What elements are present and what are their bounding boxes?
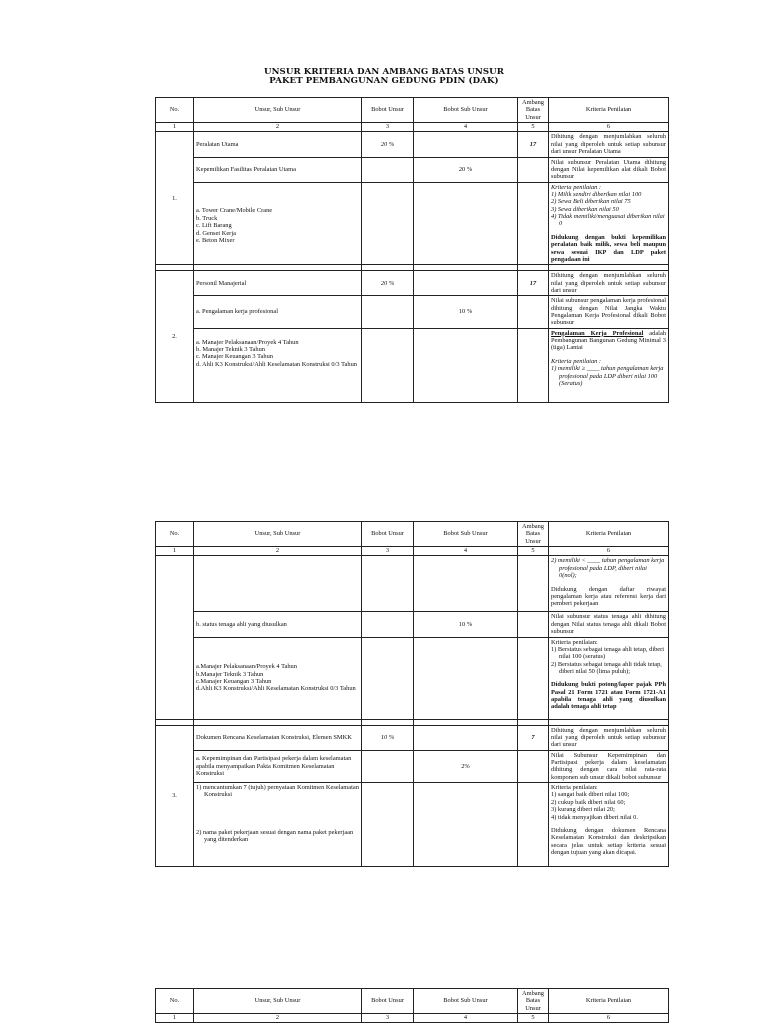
table-row — [156, 182, 669, 265]
kriteria-lead: Pengalaman Kerja Profesional — [551, 329, 644, 337]
unsur-cell: Personil Manajerial — [194, 271, 362, 296]
list-item: d. Ahli K3 Konstruksi/Ahli Keselamatan Konstruksi 0/3 Tahun — [196, 360, 357, 368]
list-item: 2) Berstatus sebagai tenaga ahli tidak tetap, diberi nilai 50 (lima puluh); — [551, 660, 662, 675]
bobot-unsur-cell: 10 % — [362, 725, 414, 750]
list-item: 1) memiliki ≥ ____ tahun pengalaman kerja profesional pada LDP diberi nilai 100 (Seratus) — [551, 365, 664, 387]
header-ambang-batas: Ambang Batas Unsur — [518, 522, 549, 547]
list-item: 2) memiliki < ____ tahun pengalaman kerja profesional pada LDP, diberi nilai 0(nol); — [551, 557, 665, 580]
personnel-list — [194, 328, 362, 402]
header-ambang-batas: Ambang Batas Unsur — [518, 989, 549, 1014]
header-kriteria: Kriteria Penilaian — [549, 989, 669, 1014]
list-item: c. Lift Barang — [196, 222, 232, 230]
ambang-cell — [518, 296, 549, 328]
list-item: c. Manajer Keuangan 3 Tahun — [196, 353, 273, 361]
column-number-row — [156, 123, 669, 132]
list-item: b.Manajer Teknik 3 Tahun — [196, 670, 264, 678]
header-unsur: Unsur, Sub Unsur — [194, 98, 362, 123]
header-bobot-unsur: Bobot Unsur — [362, 989, 414, 1014]
kriteria-rest: adalah Pembangunan Bangunan Gedung Minimal 3 (tiga) Lantai — [551, 329, 666, 352]
list-item: e. Beton Mixer — [196, 236, 235, 244]
ambang-cell — [518, 750, 549, 782]
kriteria-cell: Dihitung dengan menjumlahkan seluruh nilai yang diperoleh untuk setiap subunsur dari unsur Peralatan Utama — [549, 132, 669, 157]
kriteria-cell — [549, 328, 669, 402]
bobot-unsur-cell — [362, 182, 414, 265]
kriteria-cell — [549, 556, 669, 612]
colnum-1: 1 — [156, 547, 194, 556]
unsur-cell: Peralatan Utama — [194, 132, 362, 157]
personnel-list — [194, 637, 362, 719]
colnum-5: 5 — [518, 1014, 549, 1023]
document-title-line1: UNSUR KRITERIA DAN AMBANG BATAS UNSUR — [264, 67, 504, 77]
list-item: 2) Sewa Beli diberikan nilai 75 — [551, 198, 631, 206]
kriteria-cell: Nilai subunsur status tenaga ahli dihitung dengan Nilai status tenaga ahli dikali Bobot subunsur — [549, 612, 669, 637]
kriteria-heading: Kriteria penilaian : — [551, 357, 602, 365]
list-item: 2) nama paket pekerjaan sesuai dengan nama paket pekerjaan yang ditenderkan — [196, 828, 354, 844]
table-header-row — [156, 522, 669, 547]
table-row — [156, 637, 669, 719]
bobot-sub-cell — [414, 556, 518, 612]
bobot-sub-cell — [414, 132, 518, 157]
header-bobot-sub-unsur: Bobot Sub Unsur — [414, 522, 518, 547]
ambang-cell — [518, 328, 549, 402]
column-number-row — [156, 547, 669, 556]
colnum-4: 4 — [414, 1014, 518, 1023]
list-item: a. Tower Crane/Mobile Crane — [196, 207, 273, 215]
equipment-list — [194, 182, 362, 265]
ambang-cell — [518, 612, 549, 637]
colnum-1: 1 — [156, 123, 194, 132]
table-header-row — [156, 98, 669, 123]
ambang-cell — [518, 556, 549, 612]
kriteria-cell — [549, 637, 669, 719]
colnum-3: 3 — [362, 547, 414, 556]
table-row — [156, 612, 669, 637]
list-item: 1) sangat baik diberi nilai 100; — [551, 791, 630, 799]
table-row — [156, 783, 669, 867]
smkk-items — [194, 783, 362, 867]
ambang-cell: 17 — [518, 132, 549, 157]
ambang-cell: 17 — [518, 271, 549, 296]
criteria-table-page2 — [155, 521, 669, 867]
colnum-2: 2 — [194, 123, 362, 132]
colnum-5: 5 — [518, 547, 549, 556]
row-number: 1. — [156, 132, 194, 265]
header-bobot-unsur: Bobot Unsur — [362, 522, 414, 547]
bobot-sub-cell — [414, 328, 518, 402]
unsur-cell: b. status tenaga ahli yang diusulkan — [194, 612, 362, 637]
kriteria-cell — [549, 182, 669, 265]
row-number — [156, 556, 194, 719]
bobot-sub-cell: 2% — [414, 750, 518, 782]
unsur-cell: a. Pengalaman kerja profesional — [194, 296, 362, 328]
bobot-sub-cell: 20 % — [414, 157, 518, 182]
colnum-6: 6 — [549, 1014, 669, 1023]
bobot-sub-cell — [414, 271, 518, 296]
list-item: 1) mencantumkan 7 (tujuh) pernyataan Komitmen Keselamatan Konstruksi — [196, 784, 359, 799]
colnum-6: 6 — [549, 547, 669, 556]
header-unsur: Unsur, Sub Unsur — [194, 989, 362, 1014]
colnum-3: 3 — [362, 1014, 414, 1023]
bobot-sub-cell — [414, 637, 518, 719]
kriteria-heading: Kriteria penilaian: — [551, 784, 598, 792]
bobot-sub-cell — [414, 182, 518, 265]
unsur-cell — [194, 556, 362, 612]
list-item: a.Manajer Pelaksanaan/Proyek 4 Tahun — [196, 663, 297, 671]
list-item: 3) Sewa diberikan nilai 50 — [551, 205, 619, 213]
list-item: d. Genset Kerja — [196, 229, 236, 237]
table-row — [156, 725, 669, 750]
colnum-2: 2 — [194, 1014, 362, 1023]
list-item: b. Manajer Teknik 3 Tahun — [196, 346, 265, 354]
list-item: 3) kurang diberi nilai 20; — [551, 806, 615, 814]
colnum-3: 3 — [362, 123, 414, 132]
kriteria-note: Didukung bukti potong/lapor pajak PPh Pasal 21 Form 1721 atau Form 1721-A1 apabila tenaga ahli yang diusulkan adalah tenaga ahli tetap — [551, 681, 666, 711]
kriteria-heading: Kriteria penilaian: — [551, 638, 598, 646]
criteria-table-page3 — [155, 988, 669, 1023]
bobot-unsur-cell — [362, 783, 414, 867]
header-unsur: Unsur, Sub Unsur — [194, 522, 362, 547]
list-item: c.Manajer Keuangan 3 Tahun — [196, 678, 272, 686]
kriteria-note: Didukung dengan dokumen Rencana Keselamatan Konstruksi dan deskripsikan secara jelas untuk setiap kriteria sesuai dengan tujuan yang akan dicapai. — [551, 826, 666, 856]
table-header-row — [156, 989, 669, 1014]
ambang-cell — [518, 182, 549, 265]
row-number: 2. — [156, 271, 194, 403]
column-number-row — [156, 1014, 669, 1023]
bobot-sub-cell — [414, 783, 518, 867]
unsur-cell: a. Kepemimpinan dan Partisipasi pekerja dalam keselamatan apabila menyampaikan Pakta Komitmen Keselamatan Konstruksi — [194, 750, 362, 782]
kriteria-cell: Nilai Subunsur Kepemimpinan dan Partisipasi pekerja dalam keselamatan dihitung dengan cara nilai rata-rata komponen sub unsur dikali bobot subunsur — [549, 750, 669, 782]
bobot-unsur-cell — [362, 296, 414, 328]
bobot-unsur-cell — [362, 556, 414, 612]
table-row — [156, 750, 669, 782]
header-no: No. — [156, 989, 194, 1014]
bobot-unsur-cell: 20 % — [362, 271, 414, 296]
ambang-cell: 7 — [518, 725, 549, 750]
list-item: 1) Milik sendiri diberikan nilai 100 — [551, 191, 642, 198]
document-title-line2: PAKET PEMBANGUNAN GEDUNG PDIN (DAK) — [269, 76, 499, 86]
bobot-unsur-cell — [362, 750, 414, 782]
colnum-6: 6 — [549, 123, 669, 132]
list-item: 1) Berstatus sebagai tenaga ahli tetap, diberi nilai 100 (seratus) — [551, 645, 665, 661]
kriteria-cell: Nilai subunsur pengalaman kerja profesional dihitung dengan Nilai Jangka Waktu Pengalaman Kerja Profesional dikali Bobot subunsur — [549, 296, 669, 328]
kriteria-note: Didukung dengan bukti kepemilikan peralatan baik milik, sewa beli maupun sewa sesuai IKP dan LDP paket pengadaan ini — [551, 233, 666, 263]
ambang-cell — [518, 637, 549, 719]
colnum-2: 2 — [194, 547, 362, 556]
bobot-unsur-cell — [362, 612, 414, 637]
header-bobot-sub-unsur: Bobot Sub Unsur — [414, 989, 518, 1014]
bobot-sub-cell: 10 % — [414, 296, 518, 328]
colnum-4: 4 — [414, 123, 518, 132]
kriteria-cell: Dihitung dengan menjumlahkan seluruh nilai yang diperoleh untuk setiap subunsur dari unsur — [549, 271, 669, 296]
kriteria-heading: Kriteria penilaian : — [551, 183, 602, 191]
bobot-sub-cell: 10 % — [414, 612, 518, 637]
kriteria-cell — [549, 783, 669, 867]
list-item: 4) tidak menyajikan diberi nilai 0. — [551, 813, 638, 821]
header-no: No. — [156, 98, 194, 123]
header-ambang-batas: Ambang Batas Unsur — [518, 98, 549, 123]
ambang-cell — [518, 157, 549, 182]
kriteria-cell: Dihitung dengan menjumlahkan seluruh nilai yang diperoleh untuk setiap subunsur dari unsur — [549, 725, 669, 750]
ambang-cell — [518, 783, 549, 867]
colnum-4: 4 — [414, 547, 518, 556]
table-row — [156, 328, 669, 402]
header-bobot-sub-unsur: Bobot Sub Unsur — [414, 98, 518, 123]
list-item: b. Truck — [196, 214, 218, 222]
list-item: 2) cukup baik diberi nilai 60; — [551, 798, 626, 806]
header-bobot-unsur: Bobot Unsur — [362, 98, 414, 123]
table-row — [156, 556, 669, 612]
table-row — [156, 271, 669, 296]
bobot-unsur-cell: 20 % — [362, 132, 414, 157]
criteria-table-page1 — [155, 97, 669, 403]
row-number: 3. — [156, 725, 194, 867]
header-kriteria: Kriteria Penilaian — [549, 98, 669, 123]
unsur-cell: Kepemilikan Fasilitas Peralatan Utama — [194, 157, 362, 182]
list-item: d.Ahli K3 Konstruksi/Ahli Keselamatan Konstruksi 0/3 Tahun — [196, 685, 356, 693]
header-no: No. — [156, 522, 194, 547]
colnum-5: 5 — [518, 123, 549, 132]
list-item: a. Manajer Pelaksanaan/Proyek 4 Tahun — [196, 338, 299, 346]
list-item: 4) Tidak memiliki/menguasai diberikan nilai 0 — [551, 213, 665, 228]
bobot-unsur-cell — [362, 328, 414, 402]
bobot-unsur-cell — [362, 157, 414, 182]
unsur-cell: Dokumen Rencana Keselamatan Konstruksi, Elemen SMKK — [194, 725, 362, 750]
table-row — [156, 132, 669, 157]
table-row — [156, 157, 669, 182]
colnum-1: 1 — [156, 1014, 194, 1023]
kriteria-note: Didukung dengan daftar riwayat pengalaman kerja atau referensi kerja dari pemberi pekerjaan — [551, 585, 666, 608]
bobot-unsur-cell — [362, 637, 414, 719]
header-kriteria: Kriteria Penilaian — [549, 522, 669, 547]
bobot-sub-cell — [414, 725, 518, 750]
kriteria-cell: Nilai subunsur Peralatan Utama dihitung dengan Nilai kepemilikan alat dikali Bobot subunsur — [549, 157, 669, 182]
table-row — [156, 296, 669, 328]
